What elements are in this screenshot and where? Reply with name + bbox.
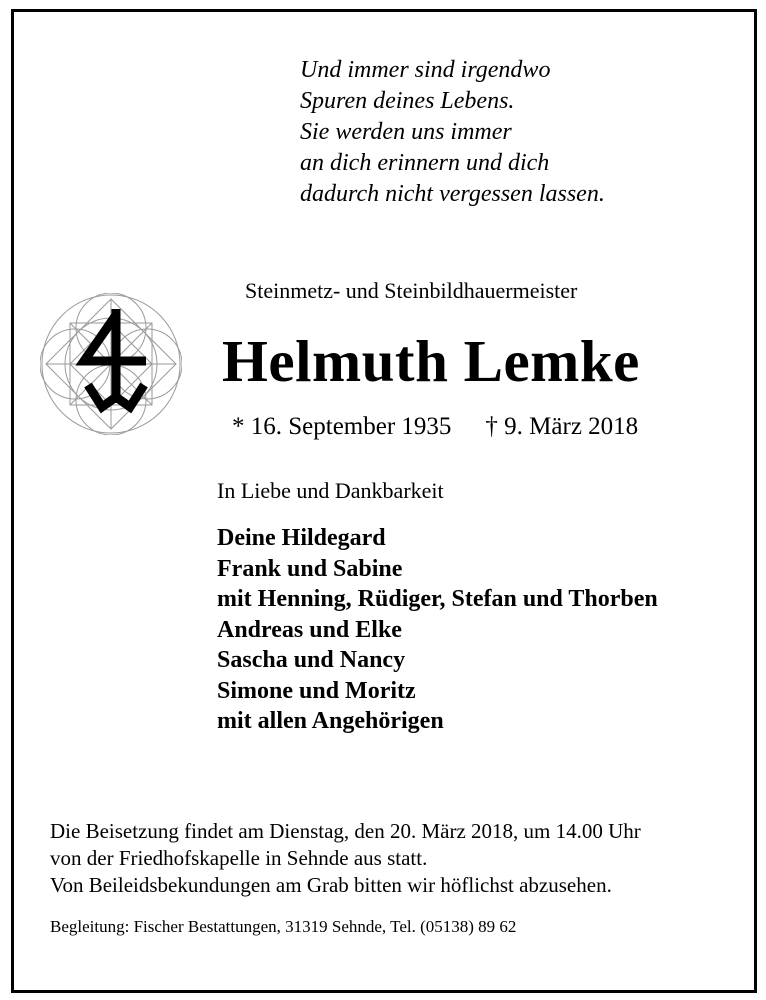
poem-line: Sie werden uns immer <box>300 119 512 145</box>
funeral-line: von der Friedhofskapelle in Sehnde aus statt. <box>50 846 428 870</box>
mourner-line: mit Henning, Rüdiger, Stefan und Thorben <box>217 586 658 612</box>
deceased-name: Helmuth Lemke <box>222 328 640 394</box>
funeral-line: Von Beileidsbekundungen am Grab bitten wir höflichst abzusehen. <box>50 873 612 897</box>
birth-date: * 16. September 1935 <box>232 413 452 440</box>
poem <box>300 55 605 210</box>
poem-line: dadurch nicht vergessen lassen. <box>300 181 605 207</box>
poem-line: Spuren deines Lebens. <box>300 88 515 114</box>
mourner-line: Frank und Sabine <box>217 555 403 582</box>
mourner-line: Simone und Moritz <box>217 677 416 704</box>
funeral-notice <box>50 818 641 899</box>
profession: Steinmetz- und Steinbildhauermeister <box>245 278 578 303</box>
stonemason-mark-icon <box>40 293 182 435</box>
poem-line: Und immer sind irgendwo <box>300 57 551 83</box>
mourners-list <box>217 523 658 737</box>
funeral-line: Die Beisetzung findet am Dienstag, den 20. März 2018, um 14.00 Uhr <box>50 819 641 843</box>
death-date: † 9. März 2018 <box>485 413 639 440</box>
mourner-line: Sascha und Nancy <box>217 647 406 673</box>
mourner-line: Deine Hildegard <box>217 525 386 551</box>
mourner-line: mit allen Angehörigen <box>217 708 444 734</box>
poem-line: an dich erinnern und dich <box>300 150 550 176</box>
mourner-line: Andreas und Elke <box>217 616 402 643</box>
life-dates <box>232 413 638 441</box>
dedication: In Liebe und Dankbarkeit <box>217 478 444 503</box>
undertaker-info: Begleitung: Fischer Bestattungen, 31319 Sehnde, Tel. (05138) 89 62 <box>50 917 517 936</box>
